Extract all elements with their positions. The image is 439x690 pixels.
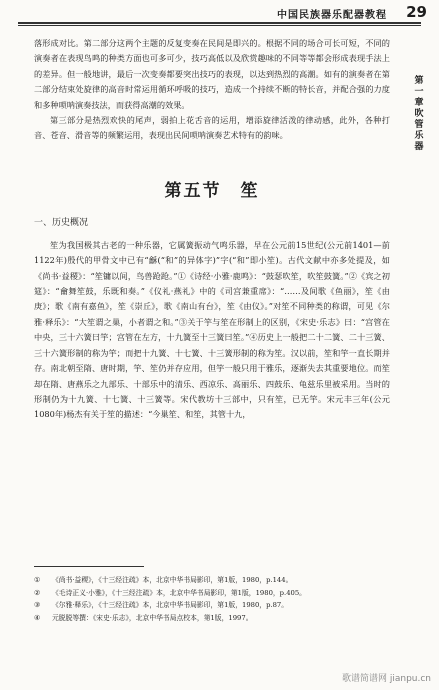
paragraph: 落形成对比。第二部分这两个主题的反复变奏在民间是即兴的。根据不同的场合可长可短，不同的演奏者在表现鸟鸣的种类方面也可多可少，技巧高低以及欣赏趣味的不同等等都会形成表现手法上的差异。但一般地讲，最后一次变奏都要突出技巧的表现，以达到热烈的高潮。如有的演奏者在第二部分结束处旋律的高音时常运用循环呼吸的技巧，造成一个持续不断的特长音，并配合强的力度和多种唢呐演奏技法，而获得高潮的效果。 [34,38,390,110]
paragraph: 笙为我国极其古老的一种乐器，它属簧振动气鸣乐器，早在公元前15世纪(公元前1401—前1122年)殷代的甲骨文中已有“龢(“和”的异体字)”字(“和”即小笙)。古代文献中亦多处提及，如《尚书·益稷》：“笙镛以间，鸟兽跄跄。”①《诗经·小雅·鹿鸣》：“鼓瑟吹笙，吹笙鼓簧。”②《宾之初筵》：“龠舞笙鼓，乐既和奏。”《仪礼·燕礼》中的《司宫兼重席》：“……及间歌《鱼丽》，笙《由庚》；歌《南有嘉鱼》，笙《崇丘》，歌《南山有台》，笙《由仪》。”对笙不同种类的称谓，可见《尔雅·释乐》：“大笙谓之巢，小者谓之和。”③关于竽与笙在形制上的区别，《宋史·乐志》曰：“宫管在中央，三十六簧曰竽；宫管在左方，十九簧至十三簧曰笙。”④历史上一般把二十二簧、二十三簧、三十六簧形制的称为竽；而把十九簧、十七簧、十三簧形制的称为笙。汉以前，笙和竽一直长期并存。南北朝至隋、唐时期，竽、笙仍并存应用，但竽一般只用于雅乐，逐渐失去其重要地位。而笙却在隋、唐燕乐之九部乐、十部乐中的清乐、西凉乐、高丽乐、四鼓乐、龟兹乐里被采用。当时的形制仍为十九簧、十七簧、十三簧等。宋代教坊十三部中，只有笙，已无竽。宋元丰三年(公元1080年)杨杰有关于笙的描述：“今巢笙、和笙，其管十九， [34,239,390,420]
footnote-mark: ③ [34,601,41,609]
page-header [0,0,439,24]
footnote-text: 《尔雅·释乐》，《十三经注疏》本，北京中华书局影印，第1版，1980，p.87。 [52,601,289,609]
footnote [34,612,390,625]
footnote-rule [34,566,144,567]
header-rule-thin [18,25,421,26]
chapter-side-tab: 第一章 吹管乐器 [414,76,424,152]
footnote-text: 《毛诗正义·小雅》，《十三经注疏》本，北京中华书局影印，第1版，1980，p.405。 [52,588,306,597]
header-rule [18,22,421,24]
subheading: 一、历史概况 [34,217,89,228]
running-title: 中国民族器乐配器教程 [277,10,387,21]
footnote [34,574,390,587]
page-content [34,36,390,423]
paragraph: 第三部分是热烈欢快的尾声，弱拍上花舌音的运用，增添旋律活泼的律动感，此外，各种打音、苍音、滑音等的频繁运用，表现出民间唢呐演奏艺术特有的韵味。 [34,115,390,141]
footnote-mark: ② [34,588,41,597]
footnote-mark: ① [34,576,41,584]
footnote [34,587,390,600]
section-title: 第五节 笙 [164,180,260,201]
footnotes [34,574,390,624]
page-number: 29 [406,3,427,21]
footnote [34,599,390,612]
site-watermark: 歌谱简谱网 jianpu.cn [341,674,431,684]
footnote-text: 元脱脱等撰：《宋史·乐志》，北京中华书局点校本，第1版，1997。 [52,613,253,622]
footnote-mark: ④ [34,613,41,622]
footnote-text: 《尚书·益稷》，《十三经注疏》本，北京中华书局影印，第1版，1980，p.144。 [52,576,293,584]
